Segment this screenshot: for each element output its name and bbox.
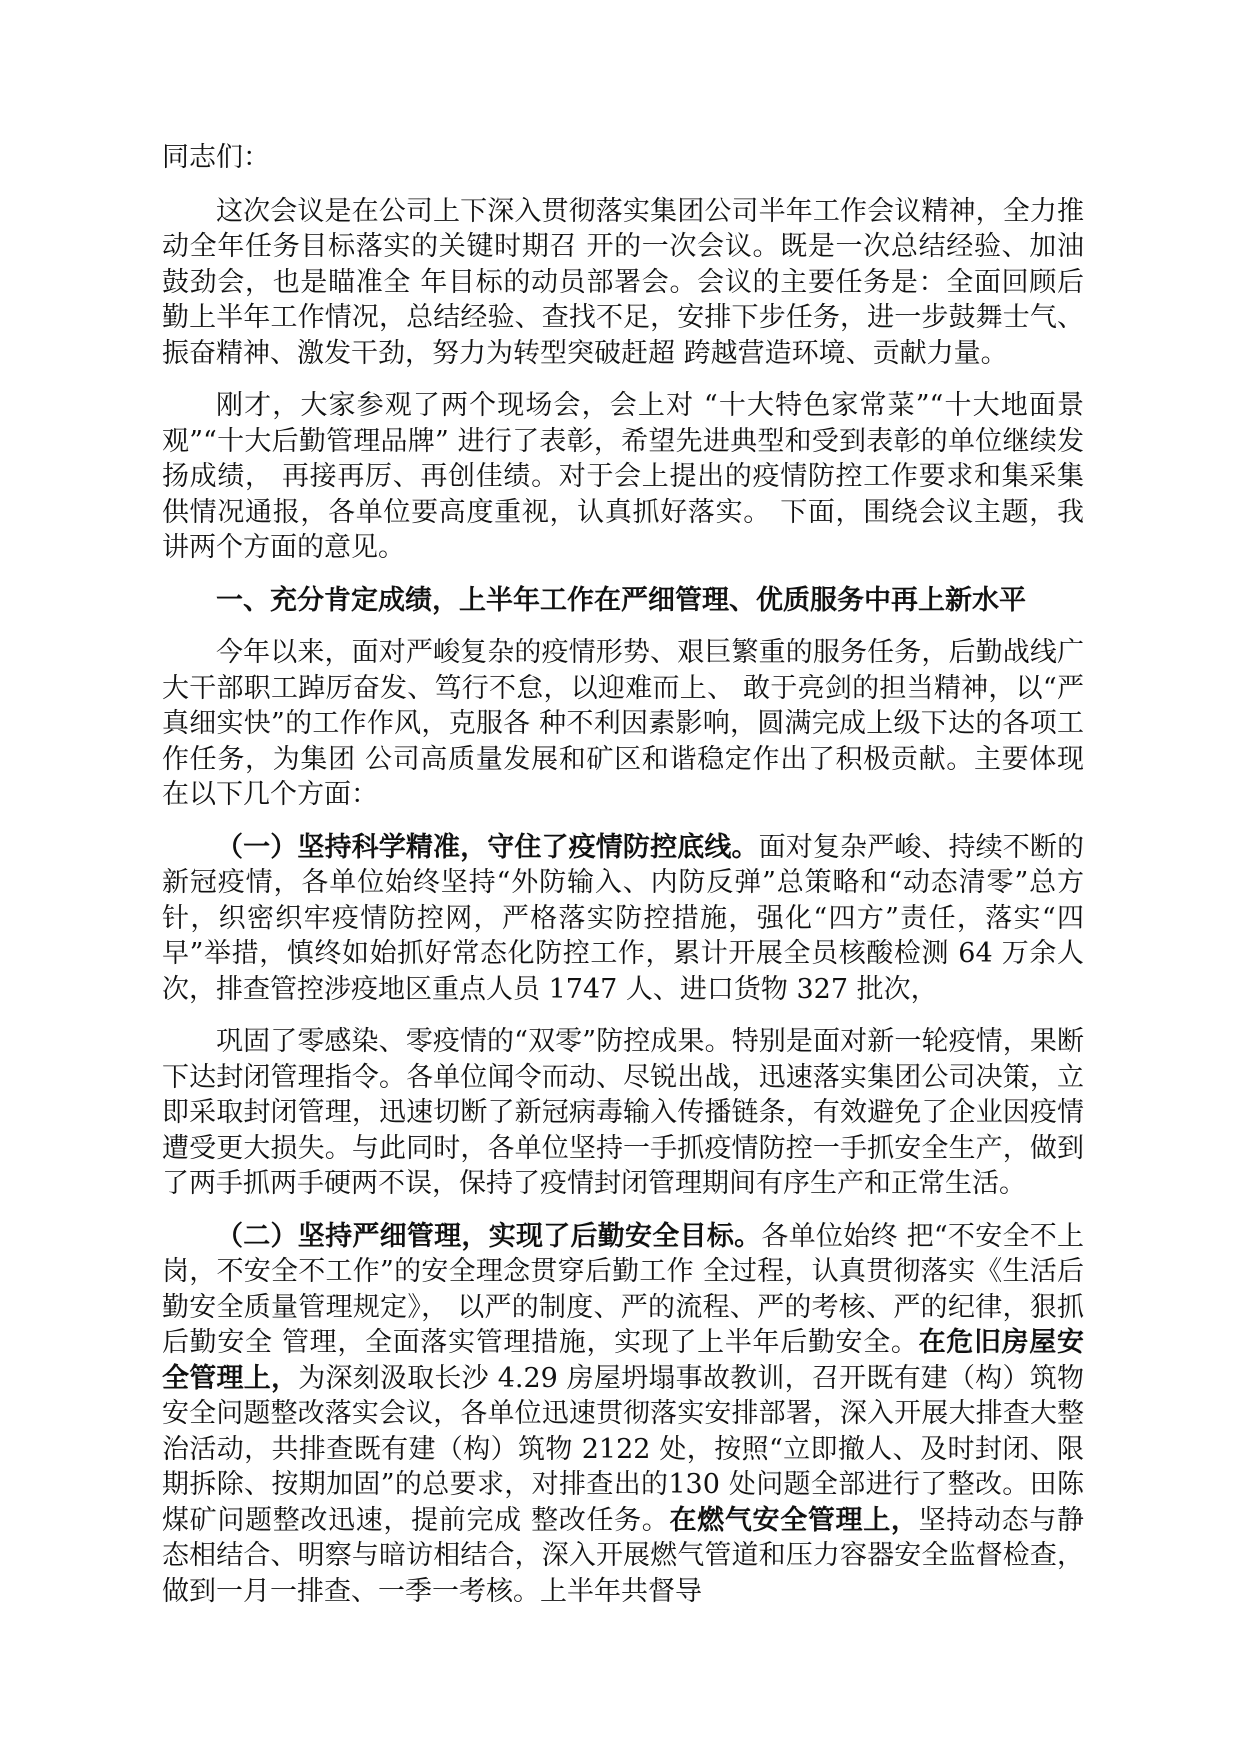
bold-lead-housing-safety: 在危旧房屋安全管理上， [162,1327,1084,1394]
paragraph-double-zero: 巩固了零感染、零疫情的“双零”防控成果。特别是面对新一轮疫情，果断下达封闭管理指令。各单位闻令而动、尽锐出战，迅速落实集团公司决策，立即采取封闭管理，迅速切断了新冠病毒输入传播链条，有效避免了企业因疫情遭受更大损失。与此同时，各单位坚持一手抓疫情防控一手抓安全生产，做到了两手抓两手硬两不误，保持了疫情封闭管理期间有序生产和正常生活。 [162,1026,1084,1199]
document-page [162,140,1084,1626]
housing-safety-body: 为深刻汲取长沙 4.29 房屋坍塌事故教训，召开既有建（构）筑物安全问题整改落实会议，各单位迅速贯彻落实安排部署，深入开展大排查大整治活动，共排查既有建（构）筑物 2122 处，按照“立即撤人、及时封闭、限期拆除、按期加固”的总要求，对排查出的130 处问题全部进行了整改。田陈煤矿问题整改迅速，提前完成 整改任务。 [162,1362,1085,1536]
bold-lead-gas-safety: 在燃气安全管理上， [669,1504,919,1536]
greeting: 同志们： [162,142,270,173]
safety-management-body: 各单位始终 把“不安全不上岗，不安全不工作”的安全理念贯穿后勤工作 全过程，认真贯彻落实《生活后勤安全质量管理规定》， 以严的制度、严的流程、严的考核、严的纪律，狠抓后勤安全 管理，全面落实管理措施，实现了上半年后勤安全。 [162,1220,1085,1358]
paragraph-epidemic-control [162,830,1084,1008]
paragraph-safety-management [162,1219,1084,1610]
subheading-safety-management: （二）坚持严细管理，实现了后勤安全目标。 [216,1220,762,1252]
subheading-epidemic-control: （一）坚持科学精准，守住了疫情防控底线。 [216,831,759,863]
gas-safety-body: 坚持动态与静态相结合、明察与暗访相结合，深入开展燃气管道和压力容器安全监督检查，做到一月一排查、一季一考核。上半年共督导 [162,1504,1085,1607]
section-heading-1: 一、充分肯定成绩，上半年工作在严细管理、优质服务中再上新水平 [216,584,1026,616]
paragraph-site-visit: 刚才，大家参观了两个现场会，会上对 “十大特色家常菜”“十大地面景观”“十大后勤管理品牌” 进行了表彰，希望先进典型和受到表彰的单位继续发扬成绩， 再接再厉、再创佳绩。对于会上提出的疫情防控工作要求和集采集供情况通报，各单位要高度重视，认真抓好落实。 下面，围绕会议主题，我讲两个方面的意见。 [162,390,1084,563]
paragraph-achievements-intro: 今年以来，面对严峻复杂的疫情形势、艰巨繁重的服务任务，后勤战线广大干部职工踔厉奋发、笃行不怠，以迎难而上、 敢于亮剑的担当精神，以“严真细实快”的工作作风，克服各 种不利因素影响，圆满完成上级下达的各项工作任务，为集团 公司高质量发展和矿区和谐稳定作出了积极贡献。主要体现在以下几个方面： [162,637,1084,810]
epidemic-control-body: 面对复杂严峻、持续不断的新冠疫情，各单位始终坚持“外防输入、内防反弹”总策略和“动态清零”总方针，织密织牢疫情防控网，严格落实防控措施，强化“四方”责任，落实“四早”举措，慎终如始抓好常态化防控工作，累计开展全员核酸检测 64 万余人次，排查管控涉疫地区重点人员 1747 人、进口货物 327 批次， [162,831,1085,1005]
paragraph-meeting-purpose: 这次会议是在公司上下深入贯彻落实集团公司半年工作会议精神，全力推动全年任务目标落实的关键时期召 开的一次会议。既是一次总结经验、加油鼓劲会，也是瞄准全 年目标的动员部署会。会议的主要任务是：全面回顾后勤上半年工作情况，总结经验、查找不足，安排下步任务，进一步鼓舞士气、振奋精神、激发干劲，努力为转型突破赶超 跨越营造环境、贡献力量。 [162,195,1084,369]
